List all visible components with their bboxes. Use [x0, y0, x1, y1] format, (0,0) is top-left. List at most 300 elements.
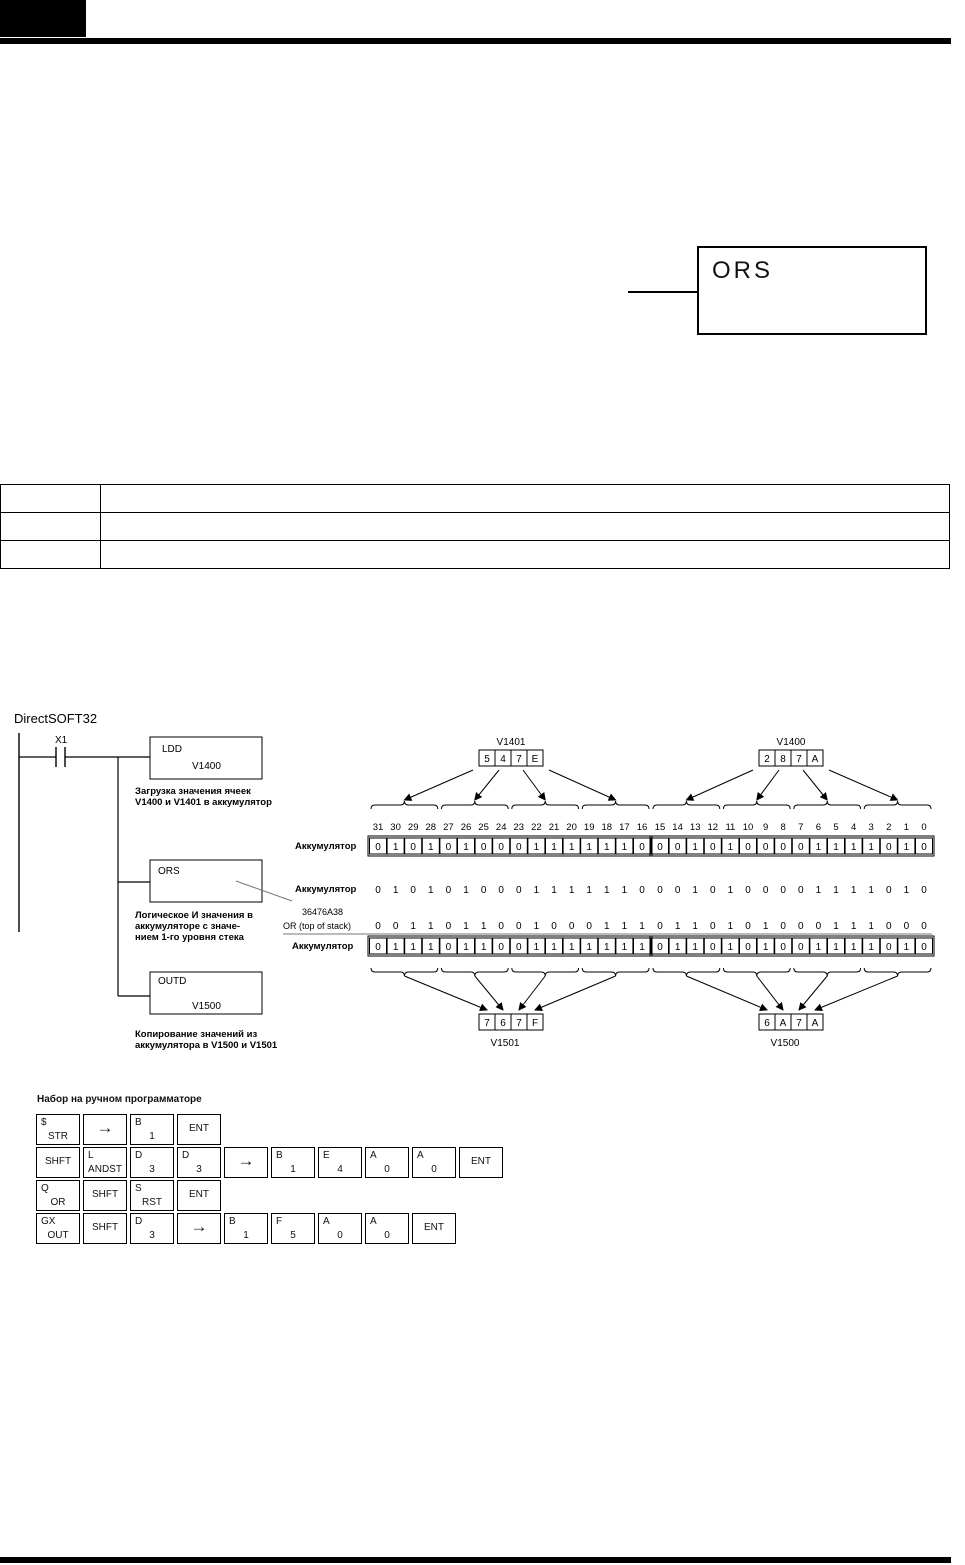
bit-number: 9	[762, 822, 769, 833]
stack-row-bit: 1	[674, 921, 681, 932]
ors-caption: нием 1-го уровня стека	[135, 932, 244, 943]
key-arrow	[177, 1213, 221, 1244]
bit-number: 19	[583, 822, 595, 833]
v1400-arrow	[686, 770, 753, 800]
acc-initial-bit: 1	[586, 842, 592, 853]
acc-result-bit: 0	[445, 942, 452, 953]
acc-result-bit: 1	[850, 942, 857, 953]
acc-result-bit: 1	[815, 942, 822, 953]
v1501-digit: 7	[484, 1018, 490, 1029]
nibble-brace-bottom	[582, 968, 649, 976]
v1401-arrow	[404, 770, 473, 800]
bit-number: 16	[636, 822, 648, 833]
acc-initial-bit: 0	[639, 842, 645, 853]
acc-result-bit: 1	[692, 942, 698, 953]
acc-initial-bit: 1	[604, 842, 610, 853]
contact-x1-label: X1	[55, 735, 68, 746]
bit-number: 11	[725, 822, 736, 833]
operand-table	[0, 484, 950, 569]
acc-initial-bit: 0	[886, 842, 892, 853]
stack-row-bit: 1	[762, 921, 769, 932]
v1501-arrow	[475, 976, 503, 1010]
v1401-arrow	[523, 770, 545, 800]
acc-ors-row-bit: 0	[674, 885, 681, 896]
acc-result-bit: 1	[604, 942, 610, 953]
acc-initial-bit: 1	[568, 842, 575, 853]
key-label: SHFT	[44, 1156, 72, 1167]
acc-ors-row-bit: 1	[533, 885, 540, 896]
key-bottom-label: 4	[337, 1164, 343, 1175]
bit-number: 24	[495, 822, 507, 833]
acc-initial-bit: 0	[445, 842, 452, 853]
table-cell	[1, 541, 101, 569]
key-bottom-label: ANDST	[88, 1164, 122, 1175]
acc-initial-bit: 0	[657, 842, 663, 853]
acc-ors-row-bit: 1	[903, 885, 910, 896]
nibble-brace-top	[582, 801, 649, 809]
key-bottom-label: 3	[196, 1164, 202, 1175]
key-shft	[83, 1180, 127, 1211]
key-bottom-label: 0	[384, 1164, 390, 1175]
table-cell	[101, 485, 950, 513]
v1501-arrow	[404, 976, 487, 1010]
bit-number: 12	[707, 822, 719, 833]
right-arrow-icon: →	[96, 1118, 114, 1137]
v1500-digit: A	[779, 1018, 787, 1029]
stack-row-bit: 0	[392, 921, 399, 932]
v1500-label: V1500	[770, 1038, 800, 1049]
nibble-brace-bottom	[512, 968, 579, 976]
ldd-operand: V1400	[192, 761, 221, 772]
key-bottom-label: OR	[50, 1197, 66, 1208]
stack-row-bit: 0	[657, 921, 663, 932]
stack-row-bit: 1	[727, 921, 734, 932]
ldd-caption: Загрузка значения ячеек	[135, 786, 251, 797]
nibble-brace-top	[371, 801, 438, 809]
stack-row-bit: 0	[568, 921, 575, 932]
key-shft	[83, 1213, 127, 1244]
stack-row-bit: 1	[410, 921, 416, 932]
table-cell	[1, 513, 101, 541]
key-out	[36, 1213, 80, 1244]
key-bottom-label: 0	[384, 1230, 390, 1241]
v1501-digit: 6	[500, 1018, 506, 1029]
bit-number: 31	[372, 822, 384, 833]
v1500-digit: 7	[796, 1018, 802, 1029]
nibble-brace-bottom	[723, 968, 790, 976]
bit-number: 5	[833, 822, 839, 833]
key-bottom-label: 1	[149, 1131, 155, 1142]
stack-row-bit: 1	[868, 921, 874, 932]
key-top-label: L	[88, 1150, 94, 1161]
v1401-digit: 7	[516, 754, 522, 765]
key-bottom-label: 1	[243, 1230, 249, 1241]
header-rule	[0, 38, 951, 44]
key-top-label: D	[182, 1150, 190, 1161]
key-arrow	[224, 1147, 268, 1178]
acc-result-bit: 1	[428, 942, 434, 953]
bit-number: 3	[868, 822, 874, 833]
stack-row-bit: 0	[498, 921, 504, 932]
acc-ors-row-bit: 1	[692, 885, 698, 896]
key-top-label: E	[323, 1150, 330, 1161]
key-top-label: D	[135, 1216, 143, 1227]
key-4	[318, 1147, 362, 1178]
acc-result-bit: 1	[833, 942, 839, 953]
acc-ors-row-bit: 0	[921, 885, 927, 896]
key-0	[365, 1147, 409, 1178]
key-bottom-label: RST	[142, 1197, 162, 1208]
acc-result-bit: 0	[710, 942, 716, 953]
acc-ors-row-bit: 1	[850, 885, 857, 896]
v1400-digit: 7	[796, 754, 802, 765]
v1400-arrow	[803, 770, 827, 800]
key-or	[36, 1180, 80, 1211]
acc-result-bit: 1	[639, 942, 645, 953]
key-label: SHFT	[91, 1189, 119, 1200]
key-top-label: Q	[41, 1183, 49, 1194]
ors-name: ORS	[158, 866, 180, 877]
bit-number: 18	[601, 822, 613, 833]
acc-initial-bit: 1	[428, 842, 434, 853]
key-1	[130, 1114, 174, 1145]
v1400-digit: 8	[780, 754, 786, 765]
stack-row-bit: 1	[692, 921, 698, 932]
stack-row-bit: 0	[586, 921, 592, 932]
v1401-arrow	[549, 770, 616, 800]
stack-row-bit: 0	[551, 921, 557, 932]
table-row	[1, 485, 950, 513]
key-top-label: A	[370, 1216, 377, 1227]
key-bottom-label: 0	[431, 1164, 437, 1175]
acc-ors-row-bit: 0	[886, 885, 892, 896]
nibble-brace-bottom	[794, 968, 861, 976]
v1401-digit: E	[531, 754, 539, 765]
v1501-digit: F	[531, 1018, 539, 1029]
acc-ors-row-bit: 1	[463, 885, 469, 896]
stack-row-bit: 0	[780, 921, 786, 932]
stack-row-bit: 0	[516, 921, 522, 932]
acc-result-bit: 1	[727, 942, 734, 953]
stack-label: OR (top of stack)	[283, 921, 352, 931]
bit-number: 14	[672, 822, 683, 833]
key-top-label: B	[276, 1150, 283, 1161]
key-top-label: GX	[41, 1216, 56, 1227]
key-top-label: D	[135, 1150, 143, 1161]
acc-ors-row-bit: 1	[604, 885, 610, 896]
acc-ors-row-bit: 0	[657, 885, 663, 896]
stack-value: 36476A38	[302, 907, 344, 917]
key-3	[130, 1147, 174, 1178]
acc-initial-bit: 0	[780, 842, 786, 853]
acc-result-bit: 1	[463, 942, 469, 953]
key-ent	[177, 1114, 221, 1145]
acc-ors-row-bit: 1	[568, 885, 575, 896]
nibble-brace-top	[512, 801, 579, 809]
table-cell	[1, 485, 101, 513]
bit-number: 15	[654, 822, 666, 833]
v1500-arrow	[815, 976, 898, 1010]
acc-ors-row-bit: 0	[798, 885, 804, 896]
key-label: ENT	[189, 1123, 209, 1134]
stack-row-bit: 1	[480, 921, 487, 932]
key-ent	[412, 1213, 456, 1244]
bit-number: 0	[921, 822, 927, 833]
acc-initial-bit: 1	[692, 842, 698, 853]
bit-number: 26	[460, 822, 472, 833]
bit-number: 1	[903, 822, 910, 833]
key-label: ENT	[424, 1222, 444, 1233]
stack-row-bit: 0	[710, 921, 716, 932]
acc-result-bit: 1	[568, 942, 575, 953]
key-arrow	[83, 1114, 127, 1145]
key-rst	[130, 1180, 174, 1211]
v1501-arrow	[519, 976, 545, 1010]
acc-initial-bit: 1	[815, 842, 822, 853]
acc-result-bit: 1	[674, 942, 681, 953]
acc-ors-row-bit: 1	[392, 885, 399, 896]
key-0	[412, 1147, 456, 1178]
acc-result-bit: 0	[886, 942, 892, 953]
stack-row-bit: 1	[639, 921, 645, 932]
acc-ors-row-bit: 0	[780, 885, 786, 896]
key-ent	[459, 1147, 503, 1178]
nibble-brace-top	[653, 801, 720, 809]
stack-row-bit: 1	[604, 921, 610, 932]
right-arrow-icon: →	[237, 1151, 255, 1170]
bit-number: 6	[815, 822, 822, 833]
acc-result-bit: 0	[375, 942, 381, 953]
key-bottom-label: OUT	[47, 1230, 69, 1241]
stack-row-bit: 0	[886, 921, 892, 932]
bit-number: 8	[780, 822, 786, 833]
acc-ors-row-bit: 1	[551, 885, 557, 896]
key-label: ENT	[471, 1156, 491, 1167]
v1400-digit: 2	[764, 754, 770, 765]
acc-ors-row-bit: 1	[727, 885, 734, 896]
v1400-arrow	[757, 770, 779, 800]
v1501-arrow	[535, 976, 616, 1010]
key-1	[271, 1147, 315, 1178]
acc-ors-row-bit: 1	[621, 885, 628, 896]
acc-result-bit: 0	[798, 942, 804, 953]
nibble-brace-bottom	[371, 968, 438, 976]
bit-number: 17	[619, 822, 630, 833]
key-str	[36, 1114, 80, 1145]
acc-result-bit: 1	[586, 942, 592, 953]
key-andst	[83, 1147, 127, 1178]
key-bottom-label: 5	[290, 1230, 296, 1241]
stack-row-bit: 0	[798, 921, 804, 932]
outd-operand: V1500	[192, 1001, 221, 1012]
bit-number: 20	[566, 822, 577, 833]
key-top-label: A	[370, 1150, 377, 1161]
key-3	[177, 1147, 221, 1178]
bit-number: 2	[886, 822, 892, 833]
ors-instruction-label: ORS	[712, 257, 774, 284]
acc-initial-bit: 0	[375, 842, 381, 853]
acc-initial-bit: 1	[463, 842, 469, 853]
v1500-digit: 6	[764, 1018, 770, 1029]
key-bottom-label: 1	[290, 1164, 296, 1175]
nibble-brace-bottom	[653, 968, 720, 976]
key-bottom-label: 0	[337, 1230, 343, 1241]
key-top-label: B	[229, 1216, 236, 1227]
acc-initial-bit: 0	[516, 842, 522, 853]
acc-initial-bit: 1	[850, 842, 857, 853]
acc-initial-bit: 1	[621, 842, 628, 853]
acc-result-bit: 1	[551, 942, 557, 953]
nibble-brace-top	[723, 801, 790, 809]
bit-number: 27	[443, 822, 454, 833]
v1401-digit: 5	[484, 754, 490, 765]
acc-ors-row-bit: 1	[833, 885, 839, 896]
acc-label-result: Аккумулятор	[292, 941, 354, 952]
stack-row-bit: 1	[463, 921, 469, 932]
bit-number: 30	[390, 822, 401, 833]
acc-label-initial: Аккумулятор	[295, 841, 357, 852]
nibble-brace-top	[794, 801, 861, 809]
acc-ors-row-bit: 0	[516, 885, 522, 896]
stack-row-bit: 0	[903, 921, 910, 932]
acc-initial-bit: 0	[762, 842, 769, 853]
key-top-label: A	[323, 1216, 330, 1227]
acc-ors-row-bit: 0	[639, 885, 645, 896]
bit-number: 25	[478, 822, 489, 833]
v1500-arrow	[757, 976, 783, 1010]
acc-ors-row-bit: 0	[375, 885, 381, 896]
stack-row-bit: 0	[375, 921, 381, 932]
key-shft	[36, 1147, 80, 1178]
nibble-brace-bottom	[441, 968, 508, 976]
acc-initial-bit: 1	[551, 842, 557, 853]
key-label: ENT	[189, 1189, 209, 1200]
header-block	[0, 0, 86, 37]
acc-result-bit: 1	[533, 942, 540, 953]
acc-initial-bit: 0	[710, 842, 716, 853]
acc-ors-row-bit: 0	[410, 885, 416, 896]
bit-number: 22	[531, 822, 542, 833]
acc-result-bit: 0	[498, 942, 504, 953]
acc-ors-row-bit: 1	[586, 885, 592, 896]
stack-row-bit: 0	[745, 921, 751, 932]
nibble-brace-top	[441, 801, 508, 809]
ors-rung-line	[628, 291, 698, 293]
table-cell	[101, 513, 950, 541]
bit-number: 13	[689, 822, 701, 833]
acc-initial-bit: 0	[674, 842, 681, 853]
bit-number: 28	[425, 822, 437, 833]
ldd-name: LDD	[162, 744, 183, 755]
acc-result-bit: 1	[392, 942, 399, 953]
acc-result-bit: 0	[921, 942, 927, 953]
key-top-label: $	[41, 1117, 47, 1128]
acc-result-bit: 0	[780, 942, 786, 953]
stack-row-bit: 0	[921, 921, 927, 932]
acc-result-bit: 1	[480, 942, 487, 953]
bit-number: 21	[548, 822, 560, 833]
key-top-label: S	[135, 1183, 142, 1194]
acc-result-bit: 1	[762, 942, 769, 953]
stack-row-bit: 1	[833, 921, 839, 932]
table-row	[1, 541, 950, 569]
outd-caption: Копирование значений из	[135, 1029, 258, 1040]
key-label: SHFT	[91, 1222, 119, 1233]
ors-example-diagram	[0, 700, 965, 1060]
acc-ors-row-bit: 0	[762, 885, 769, 896]
acc-result-bit: 0	[657, 942, 663, 953]
acc-result-bit: 1	[903, 942, 910, 953]
key-1	[224, 1213, 268, 1244]
bit-number: 7	[798, 822, 804, 833]
right-arrow-icon: →	[190, 1217, 208, 1236]
acc-ors-row-bit: 0	[498, 885, 504, 896]
stack-pointer-line	[236, 881, 292, 901]
nibble-brace-bottom	[864, 968, 931, 976]
v1400-digit: A	[811, 754, 819, 765]
stack-row-bit: 0	[445, 921, 452, 932]
acc-ors-row-bit: 0	[745, 885, 751, 896]
nibble-brace-top	[864, 801, 931, 809]
acc-initial-bit: 1	[833, 842, 839, 853]
v1501-digit: 7	[516, 1018, 522, 1029]
acc-result-bit: 1	[621, 942, 628, 953]
handheld-title: Набор на ручном программаторе	[37, 1094, 202, 1105]
v1500-arrow	[686, 976, 767, 1010]
directsoft-title: DirectSOFT32	[14, 711, 98, 726]
table-row	[1, 513, 950, 541]
bit-number: 29	[407, 822, 419, 833]
ldd-caption: V1400 и V1401 в аккумулятор	[135, 797, 272, 808]
acc-initial-bit: 0	[745, 842, 751, 853]
stack-row-bit: 1	[533, 921, 540, 932]
key-3	[130, 1213, 174, 1244]
acc-initial-bit: 1	[533, 842, 540, 853]
outd-caption: аккумулятора в V1500 и V1501	[135, 1040, 278, 1051]
acc-initial-bit: 0	[921, 842, 927, 853]
bit-number: 4	[850, 822, 857, 833]
acc-initial-bit: 0	[480, 842, 487, 853]
v1401-label: V1401	[496, 737, 526, 748]
key-bottom-label: STR	[48, 1131, 68, 1142]
key-0	[318, 1213, 362, 1244]
stack-row-bit: 0	[815, 921, 822, 932]
acc-ors-row-bit: 0	[710, 885, 716, 896]
stack-row-bit: 1	[850, 921, 857, 932]
table-cell	[101, 541, 950, 569]
acc-initial-bit: 1	[903, 842, 910, 853]
v1401-arrow	[475, 770, 499, 800]
acc-ors-row-bit: 0	[445, 885, 452, 896]
stack-row-bit: 1	[428, 921, 434, 932]
key-top-label: B	[135, 1117, 142, 1128]
acc-initial-bit: 0	[410, 842, 416, 853]
acc-ors-row-bit: 0	[480, 885, 487, 896]
v1401-digit: 4	[500, 754, 506, 765]
v1500-arrow	[799, 976, 827, 1010]
outd-name: OUTD	[158, 976, 187, 987]
key-bottom-label: 3	[149, 1164, 155, 1175]
stack-row-bit: 1	[621, 921, 628, 932]
acc-ors-row-bit: 1	[868, 885, 874, 896]
key-ent	[177, 1180, 221, 1211]
acc-initial-bit: 0	[498, 842, 504, 853]
v1400-arrow	[829, 770, 898, 800]
key-5	[271, 1213, 315, 1244]
acc-initial-bit: 1	[868, 842, 874, 853]
acc-result-bit: 1	[868, 942, 874, 953]
acc-label-ors: Аккумулятор	[295, 884, 357, 895]
